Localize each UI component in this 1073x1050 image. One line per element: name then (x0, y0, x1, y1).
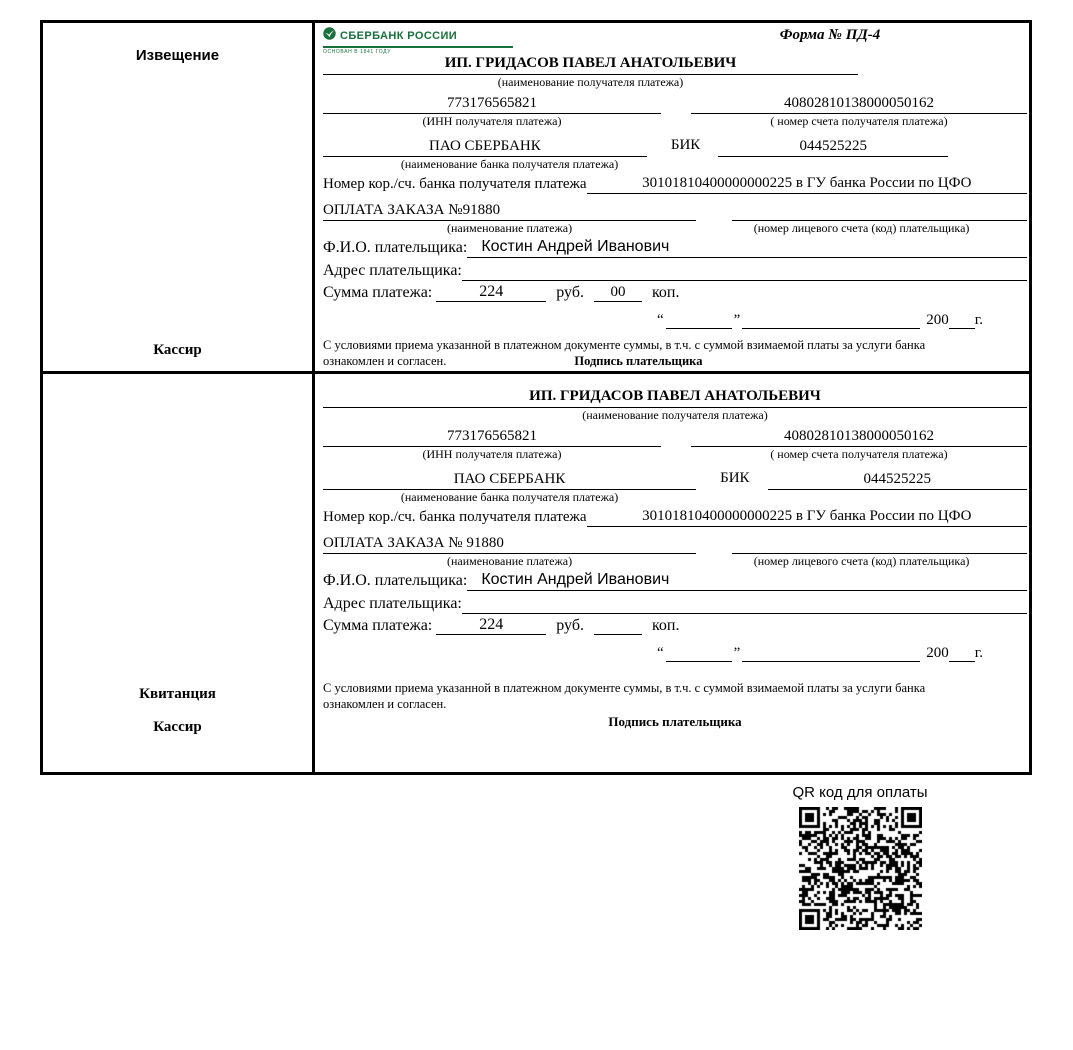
payer-address-label: Адрес плательщика: (323, 595, 462, 612)
corr-account-label: Номер кор./сч. банка получателя платежа (323, 509, 587, 525)
rub-label: руб. (556, 284, 584, 301)
bank-caption: (наименование банка получателя платежа) (400, 157, 619, 171)
notice-section (43, 23, 1029, 371)
date-quote-close: ” (733, 312, 741, 328)
payer-address-value (462, 279, 1027, 281)
cashier-label: Кассир (153, 342, 202, 358)
signature-label: Подпись плательщика (574, 354, 703, 368)
inn-caption: (ИНН получателя платежа) (422, 447, 562, 461)
bik-value: 044525225 (718, 137, 948, 157)
date-month-line (742, 661, 920, 662)
kop-label: коп. (651, 617, 680, 634)
account-caption: ( номер счета получателя платежа) (770, 447, 948, 461)
date-year-suffix: г. (974, 645, 983, 661)
recipient-caption: (наименование получателя платежа) (582, 408, 768, 422)
rub-label: руб. (556, 617, 584, 634)
receipt-form-cell (315, 374, 1029, 772)
personal-account-caption: (номер лицевого счета (код) плательщика) (753, 554, 970, 568)
date-year-prefix: 200 (926, 312, 949, 328)
agreement-line2: ознакомлен и согласен. (323, 354, 447, 368)
bik-value: 044525225 (768, 470, 1027, 490)
corr-account-label: Номер кор./сч. банка получателя платежа (323, 176, 587, 192)
date-quote-open: “ (656, 312, 664, 328)
form-number: Форма № ПД-4 (779, 27, 881, 43)
date-month-line (742, 328, 920, 329)
account-value: 40802810138000050162 (691, 94, 1027, 114)
signature-label: Подпись плательщика (608, 714, 742, 729)
corr-account-value: 30101810400000000225 в ГУ банка России по ЦФО (587, 507, 1027, 527)
kop-label: коп. (651, 284, 680, 301)
date-year-line (949, 661, 975, 662)
amount-label: Сумма платежа: (323, 284, 433, 301)
bik-label: БИК (720, 470, 750, 486)
date-quote-open: “ (656, 645, 664, 661)
payment-name-value: ОПЛАТА ЗАКАЗА № 91880 (323, 535, 696, 554)
account-caption: ( номер счета получателя платежа) (770, 114, 948, 128)
bank-name-value: ПАО СБЕРБАНК (323, 470, 696, 490)
agreement-text (323, 680, 1027, 730)
date-year-line (949, 328, 975, 329)
date-line (323, 645, 983, 662)
date-day-line (666, 328, 732, 329)
agreement-text (323, 337, 1027, 369)
amount-rub-value: 224 (436, 616, 546, 635)
receipt-label: Квитанция (139, 686, 216, 702)
inn-value: 773176565821 (323, 427, 661, 447)
pd4-table (40, 20, 1032, 775)
payment-name-value: ОПЛАТА ЗАКАЗА №91880 (323, 202, 696, 221)
sberbank-logo-text: СБЕРБАНК РОССИИ (340, 30, 458, 42)
payer-address-label: Адрес плательщика: (323, 262, 462, 279)
payer-name-label: Ф.И.О. плательщика: (323, 239, 468, 256)
inn-value: 773176565821 (323, 94, 661, 114)
amount-rub-value: 224 (436, 283, 546, 302)
date-line (323, 312, 983, 329)
cashier-label: Кассир (153, 719, 202, 735)
payer-address-value (462, 612, 1027, 614)
agreement-line1: С условиями приема указанной в платежном документе суммы, в т.ч. с суммой взимаемой платы за услуги банка (323, 681, 926, 695)
amount-label: Сумма платежа: (323, 617, 433, 634)
agreement-line1: С условиями приема указанной в платежном документе суммы, в т.ч. с суммой взимаемой платы за услуги банка (323, 338, 926, 352)
receipt-section (43, 371, 1029, 772)
payment-name-caption: (наименование платежа) (446, 221, 573, 235)
notice-left-cell (43, 23, 315, 371)
date-day-line (666, 661, 732, 662)
account-value: 40802810138000050162 (691, 427, 1027, 447)
bank-caption: (наименование банка получателя платежа) (400, 490, 619, 504)
payer-name-value: Костин Андрей Иванович (467, 571, 1027, 591)
logo-row (323, 27, 1027, 55)
payer-name-label: Ф.И.О. плательщика: (323, 572, 468, 589)
recipient-name: ИП. ГРИДАСОВ ПАВЕЛ АНАТОЛЬЕВИЧ (323, 55, 858, 75)
date-year-suffix: г. (974, 312, 983, 328)
personal-account-caption: (номер лицевого счета (код) плательщика) (753, 221, 970, 235)
qr-code (799, 807, 922, 930)
sberbank-emblem-icon (323, 27, 336, 45)
amount-kop-value: 00 (594, 284, 642, 302)
bank-name-value: ПАО СБЕРБАНК (323, 137, 647, 157)
recipient-name: ИП. ГРИДАСОВ ПАВЕЛ АНАТОЛЬЕВИЧ (323, 388, 1027, 408)
corr-account-value: 30101810400000000225 в ГУ банка России по ЦФО (587, 174, 1027, 194)
recipient-caption: (наименование получателя платежа) (497, 75, 684, 89)
notice-label: Извещение (135, 47, 220, 64)
payment-name-caption: (наименование платежа) (446, 554, 573, 568)
date-year-prefix: 200 (926, 645, 949, 661)
sberbank-logo (323, 27, 513, 55)
amount-kop-value (594, 634, 642, 635)
bik-label: БИК (670, 137, 701, 153)
qr-payment-block (770, 784, 950, 930)
payer-name-value: Костин Андрей Иванович (467, 238, 1027, 258)
qr-label: QR код для оплаты (792, 784, 928, 801)
sberbank-logo-tagline: ОСНОВАН В 1841 ГОДУ (323, 49, 391, 55)
notice-form-cell (315, 23, 1029, 371)
receipt-left-cell (43, 374, 315, 772)
sberbank-logo-top (323, 27, 513, 48)
agreement-line2: ознакомлен и согласен. (323, 697, 447, 711)
inn-caption: (ИНН получателя платежа) (422, 114, 562, 128)
date-quote-close: ” (733, 645, 741, 661)
